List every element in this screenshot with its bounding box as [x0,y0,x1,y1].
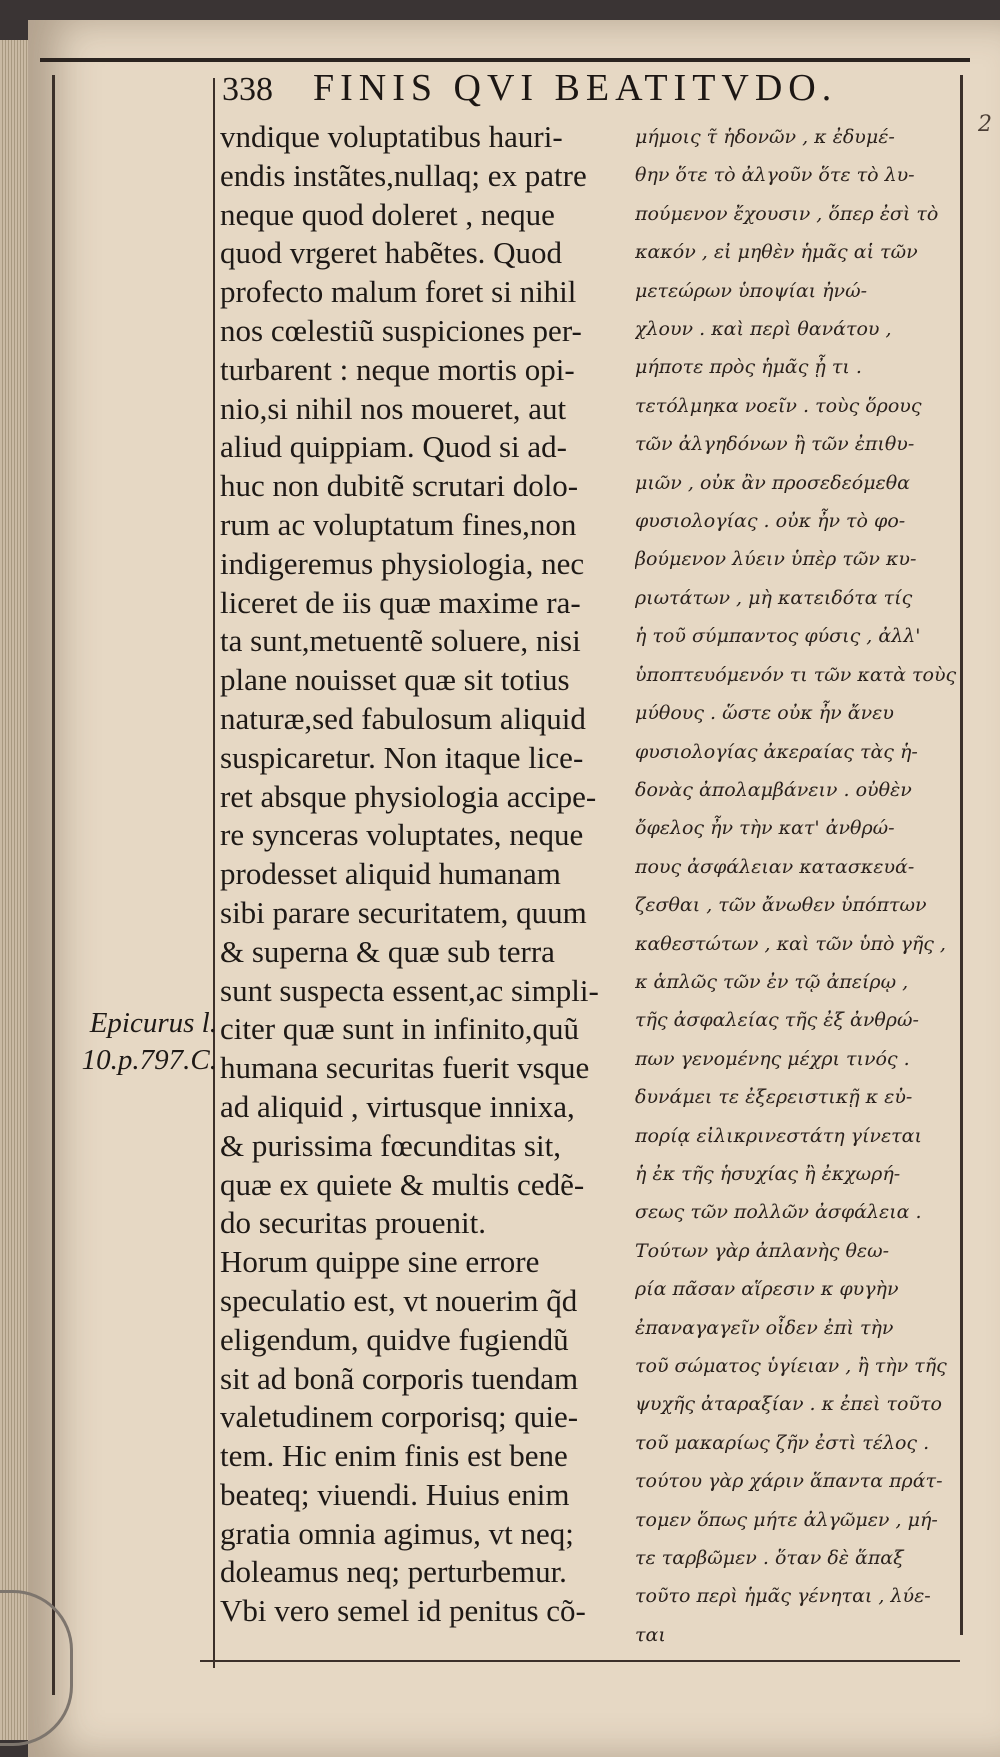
greek-line: πους ἀσφάλειαν κατασκευά- [635,855,915,878]
latin-line: quod vrgeret habẽtes. Quod [220,235,563,271]
latin-line: re synceras voluptates, neque [220,817,584,853]
greek-line: μήποτε πρὸς ἡμᾶς ᾖ τι . [635,356,862,379]
latin-line: sibi parare securitatem, quum [220,894,587,930]
latin-line: doleamus neq; perturbemur. [220,1554,567,1590]
greek-line: μετεώρων ὑποψίαι ἠνώ- [635,279,867,302]
book-page-edges [0,40,28,1740]
latin-line: beateq; viuendi. Huius enim [220,1476,570,1512]
greek-line: ψυχῆς ἀταραξίαν . κ ἐπεὶ τοῦτο [635,1393,942,1416]
latin-line: huc non dubitẽ scrutari dolo- [220,468,579,504]
greek-line: πων γενομένης μέχρι τινός . [635,1047,910,1070]
latin-line: indigeremus physiologia, nec [220,545,585,581]
greek-line: τε ταρβῶμεν . ὅταν δὲ ἅπαξ [635,1547,904,1570]
greek-line: χλουν . καὶ περὶ θανάτου , [635,318,892,341]
latin-line: gratia omnia agimus, vt neq; [220,1515,574,1551]
latin-line: ta sunt,metuentẽ soluere, nisi [220,623,581,659]
latin-line: eligendum, quidve fugiendũ [220,1321,569,1357]
greek-line: μύθους . ὥστε οὐκ ἦν ἄνευ [635,702,894,725]
latin-line: turbarent : neque mortis opi- [220,351,575,387]
greek-line: σεως τῶν πολλῶν ἀσφάλεια . [635,1201,922,1224]
greek-line: ὑποπτευόμενόν τι τῶν κατὰ τοὺς [635,663,957,686]
greek-line: τομεν ὅπως μήτε ἀλγῶμεν , μή- [635,1508,938,1531]
bottom-rule [200,1660,960,1662]
corner-mark: 2 [978,112,992,137]
greek-line: τοῦτο περὶ ἡμᾶς γένηται , λύε- [635,1585,931,1608]
greek-line: μήμοις τ̃ ἡδονῶν , κ ἐδυμέ- [635,126,895,148]
greek-line: τοῦ μακαρίως ζῆν ἐστὶ τέλος . [635,1431,930,1454]
latin-line: aliud quippiam. Quod si ad- [220,429,567,465]
latin-line: naturæ,sed fabulosum aliquid [220,700,586,736]
greek-line: τούτου γὰρ χάριν ἅπαντα πράτ- [635,1470,943,1493]
greek-line: μιῶν , οὐκ ἂν προσεδεόμεθα [635,471,911,494]
latin-line: suspicaretur. Non itaque lice- [220,739,584,775]
greek-line: πούμενον ἔχουσιν , ὅπερ ἐσὶ τὸ [635,202,939,225]
greek-line: θην ὅτε τὸ ἀλγοῦν ὅτε τὸ λυ- [635,164,915,187]
greek-line: τοῦ σώματος ὑγίειαν , ἢ τὴν τῆς [635,1355,947,1377]
greek-line: δυνάμει τε ἐξερειστικῇ κ εὐ- [635,1086,913,1109]
citation-line: 10.p.797.C. [81,1044,217,1076]
greek-line: καθεστώτων , καὶ τῶν ὑπὸ γῆς , [635,932,946,955]
margin-citation [52,1005,217,1079]
latin-line: neque quod doleret , neque [220,196,555,232]
latin-line: nos cœlestiũ suspiciones per- [220,312,582,348]
margin-divider [213,78,215,1668]
greek-line: φυσιολογίας . οὐκ ἦν τὸ φο- [635,510,906,533]
greek-line: ὄφελος ἦν τὴν κατ' ἀνθρώ- [635,817,895,840]
latin-line: sunt suspecta essent,ac simpli- [220,972,599,1008]
greek-line: Τούτων γὰρ ἀπλανὴς θεω- [635,1239,890,1262]
greek-line: ριωτάτων , μὴ κατειδότα τίς [635,586,913,609]
latin-line: rum ac voluptatum fines,non [220,506,577,542]
latin-line: speculatio est, vt nouerim q̃d [220,1282,578,1318]
greek-line: ζεσθαι , τῶν ἄνωθεν ὑπόπτων [635,894,927,917]
greek-text-column [635,118,965,1654]
latin-line: citer quæ sunt in infinito,quũ [220,1011,580,1047]
page-number: 338 [222,71,273,108]
latin-line: vndique voluptatibus hauri- [220,119,563,154]
greek-line: ἡ ἐκ τῆς ἡσυχίας ἢ ἐκχωρή- [635,1162,901,1185]
left-frame-line [52,75,55,1695]
greek-line: ται [635,1623,666,1646]
greek-line: τῶν ἀλγηδόνων ἢ τῶν ἐπιθυ- [635,433,915,456]
greek-line: ἡ τοῦ σύμπαντος φύσις , ἀλλ' [635,625,921,648]
latin-line: profecto malum foret si nihil [220,274,577,310]
latin-line: quæ ex quiete & multis cedẽ- [220,1166,585,1202]
latin-line: liceret de iis quæ maxime ra- [220,584,581,620]
greek-line: δονὰς ἀπολαμβάνειν . οὐθὲν [635,778,912,801]
greek-line: βούμενον λύειν ὑπὲρ τῶν κυ- [635,548,917,571]
greek-line: φυσιολογίας ἀκεραίας τὰς ἡ- [635,740,918,763]
latin-line: Horum quippe sine errore [220,1244,540,1280]
latin-line: & superna & quæ sub terra [220,933,555,969]
latin-line: nio,si nihil nos moueret, aut [220,390,567,426]
greek-line: τετόλμηκα νοεῖν . τοὺς ὅρους [635,394,922,417]
latin-line: plane nouisset quæ sit totius [220,662,570,698]
latin-line: valetudinem corporisq; quie- [220,1399,579,1435]
greek-line: ἐπαναγαγεῖν οἶδεν ἐπὶ τὴν [635,1316,894,1339]
greek-line: πορίᾳ εἰλικρινεστάτη γίνεται [635,1124,922,1147]
latin-line: Vbi vero semel id penitus cõ- [220,1593,586,1629]
latin-line: do securitas prouenit. [220,1205,487,1241]
latin-line: prodesset aliquid humanam [220,856,561,892]
latin-line: humana securitas fuerit vsque [220,1050,590,1086]
latin-line: endis instãtes,nullaq; ex patre [220,157,587,193]
running-header [222,66,922,114]
latin-line: & purissima fœcunditas sit, [220,1127,561,1163]
latin-line: tem. Hic enim finis est bene [220,1438,568,1474]
running-title: FINIS QVI BEATITVDO. [313,67,838,109]
latin-text-column [220,118,620,1631]
greek-line: κακόν , εἰ μηθὲν ἡμᾶς αἱ τῶν [635,241,918,264]
latin-line: ad aliquid , virtusque innixa, [220,1088,575,1124]
top-rule [40,58,970,62]
greek-line: κ ἁπλῶς τῶν ἐν τῷ ἀπείρῳ , [635,970,909,993]
latin-line: ret absque physiologia accipe- [220,778,597,814]
greek-line: τῆς ἀσφαλείας τῆς ἐξ ἀνθρώ- [635,1009,919,1032]
citation-line: Epicurus l. [89,1007,217,1039]
greek-line: ρία πᾶσαν αἵρεσιν κ φυγὴν [635,1278,899,1301]
latin-line: sit ad bonã corporis tuendam [220,1360,579,1396]
